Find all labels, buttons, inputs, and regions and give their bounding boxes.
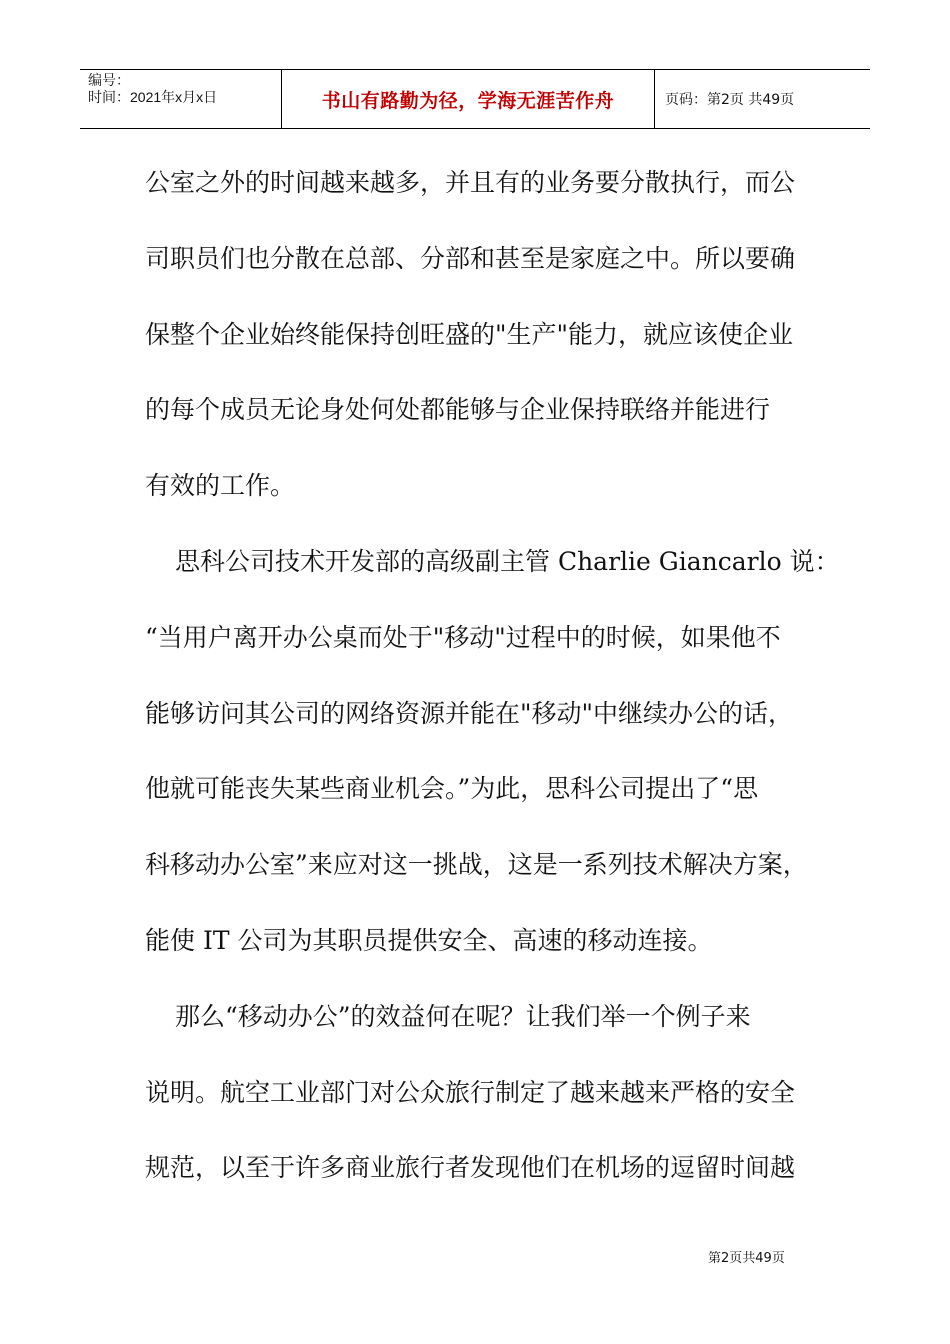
page-header — [80, 69, 870, 129]
header-meta — [80, 70, 282, 128]
document-date: 时间：2021年x月x日 — [88, 89, 218, 105]
page-footer: 第2页共49页 — [708, 1251, 785, 1266]
body-line: 规范，以至于许多商业旅行者发现他们在机场的逗留时间越 — [145, 1153, 796, 1183]
body-line: 的每个成员无论身处何处都能够与企业保持联络并能进行 — [145, 395, 771, 425]
body-line: 公室之外的时间越来越多，并且有的业务要分散执行，而公 — [145, 168, 796, 197]
document-number-label: 编号： — [88, 72, 130, 88]
body-line: 司职员们也分散在总部、分部和甚至是家庭之中。所以要确 — [145, 243, 796, 273]
body-line: “当用户离开办公桌而处于"移动"过程中的时候，如果他不 — [145, 622, 781, 652]
header-motto: 书山有路勤为径，学海无涯苦作舟 — [282, 70, 655, 128]
body-line: 那么“移动办公”的效益何在呢？让我们举一个例子来 — [175, 1001, 751, 1031]
body-line: 思科公司技术开发部的高级副主管 Charlie Giancarlo 说： — [175, 546, 840, 576]
body-line: 说明。航空工业部门对公众旅行制定了越来越来严格的安全 — [145, 1077, 796, 1107]
document-body — [145, 145, 840, 1206]
body-line: 他就可能丧失某些商业机会。”为此，思科公司提出了“思 — [145, 774, 759, 804]
body-line: 能够访问其公司的网络资源并能在"移动"中继续办公的话， — [145, 698, 794, 728]
body-line: 科移动办公室”来应对这一挑战，这是一系列技术解决方案， — [145, 850, 808, 880]
header-page-info: 页码：第2页 共49页 — [665, 92, 795, 108]
body-line: 有效的工作。 — [145, 471, 296, 501]
body-line: 保整个企业始终能保持创旺盛的"生产"能力，就应该使企业 — [145, 319, 794, 349]
body-line: 能使 IT 公司为其职员提供安全、高速的移动连接。 — [145, 925, 713, 955]
